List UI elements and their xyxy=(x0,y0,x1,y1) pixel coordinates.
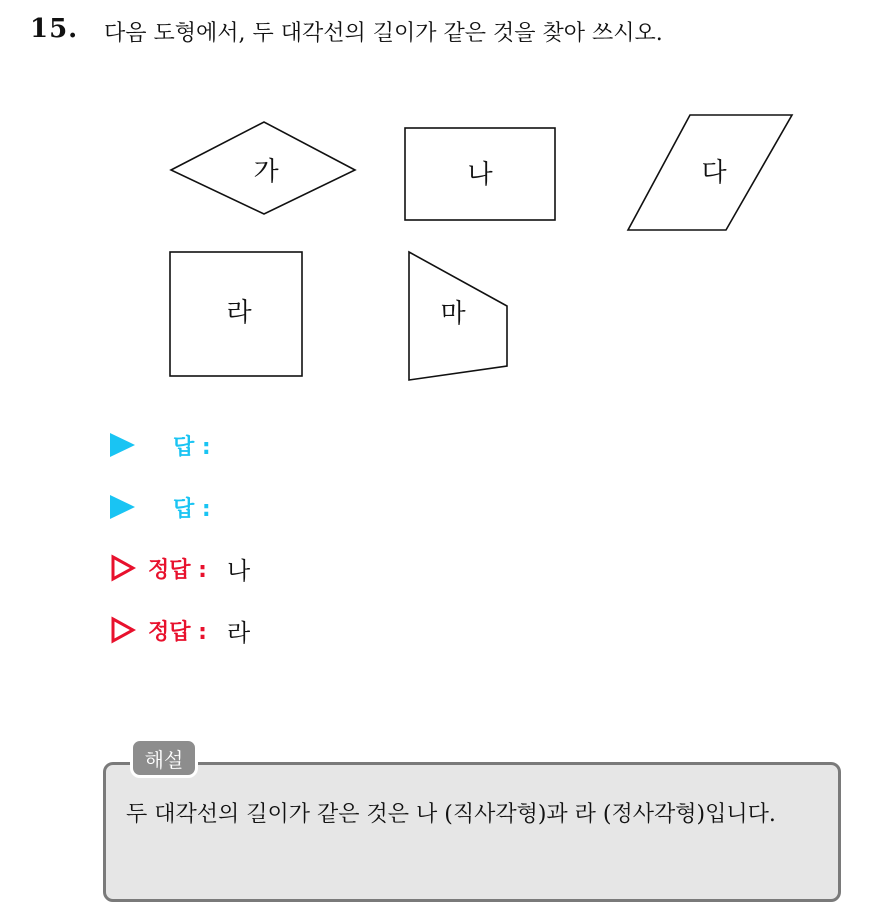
answer-row xyxy=(110,492,211,522)
figure-label-ra: 라 xyxy=(226,298,252,328)
play-arrow-icon xyxy=(110,433,135,457)
answer-label: 답 : xyxy=(173,496,211,522)
answer-row xyxy=(110,430,211,460)
figure-label-ma: 마 xyxy=(440,299,466,329)
correct-answer-row xyxy=(110,615,250,645)
question-text: 다음 도형에서, 두 대각선의 길이가 같은 것을 찾아 쓰시오. xyxy=(104,21,663,46)
correct-answer-label: 정답 : xyxy=(148,619,207,645)
correct-answer-row xyxy=(110,553,250,583)
play-arrow-icon xyxy=(110,495,135,519)
outline-arrow-icon xyxy=(110,554,136,582)
outline-arrow-icon xyxy=(110,616,136,644)
figure-label-da: 다 xyxy=(701,158,727,188)
explanation-text: 두 대각선의 길이가 같은 것은 나 (직사각형)과 라 (정사각형)입니다. xyxy=(126,802,776,827)
answer-label: 답 : xyxy=(173,434,211,460)
figure-label-ga: 가 xyxy=(253,157,279,187)
explanation-title: 해설 xyxy=(130,738,198,778)
figure-label-na: 나 xyxy=(467,160,493,190)
correct-answer-value: 라 xyxy=(226,618,251,647)
figures-diagram xyxy=(0,0,884,420)
correct-answer-value: 나 xyxy=(226,556,251,585)
question-number: 15. xyxy=(30,14,79,44)
correct-answer-label: 정답 : xyxy=(148,557,207,583)
